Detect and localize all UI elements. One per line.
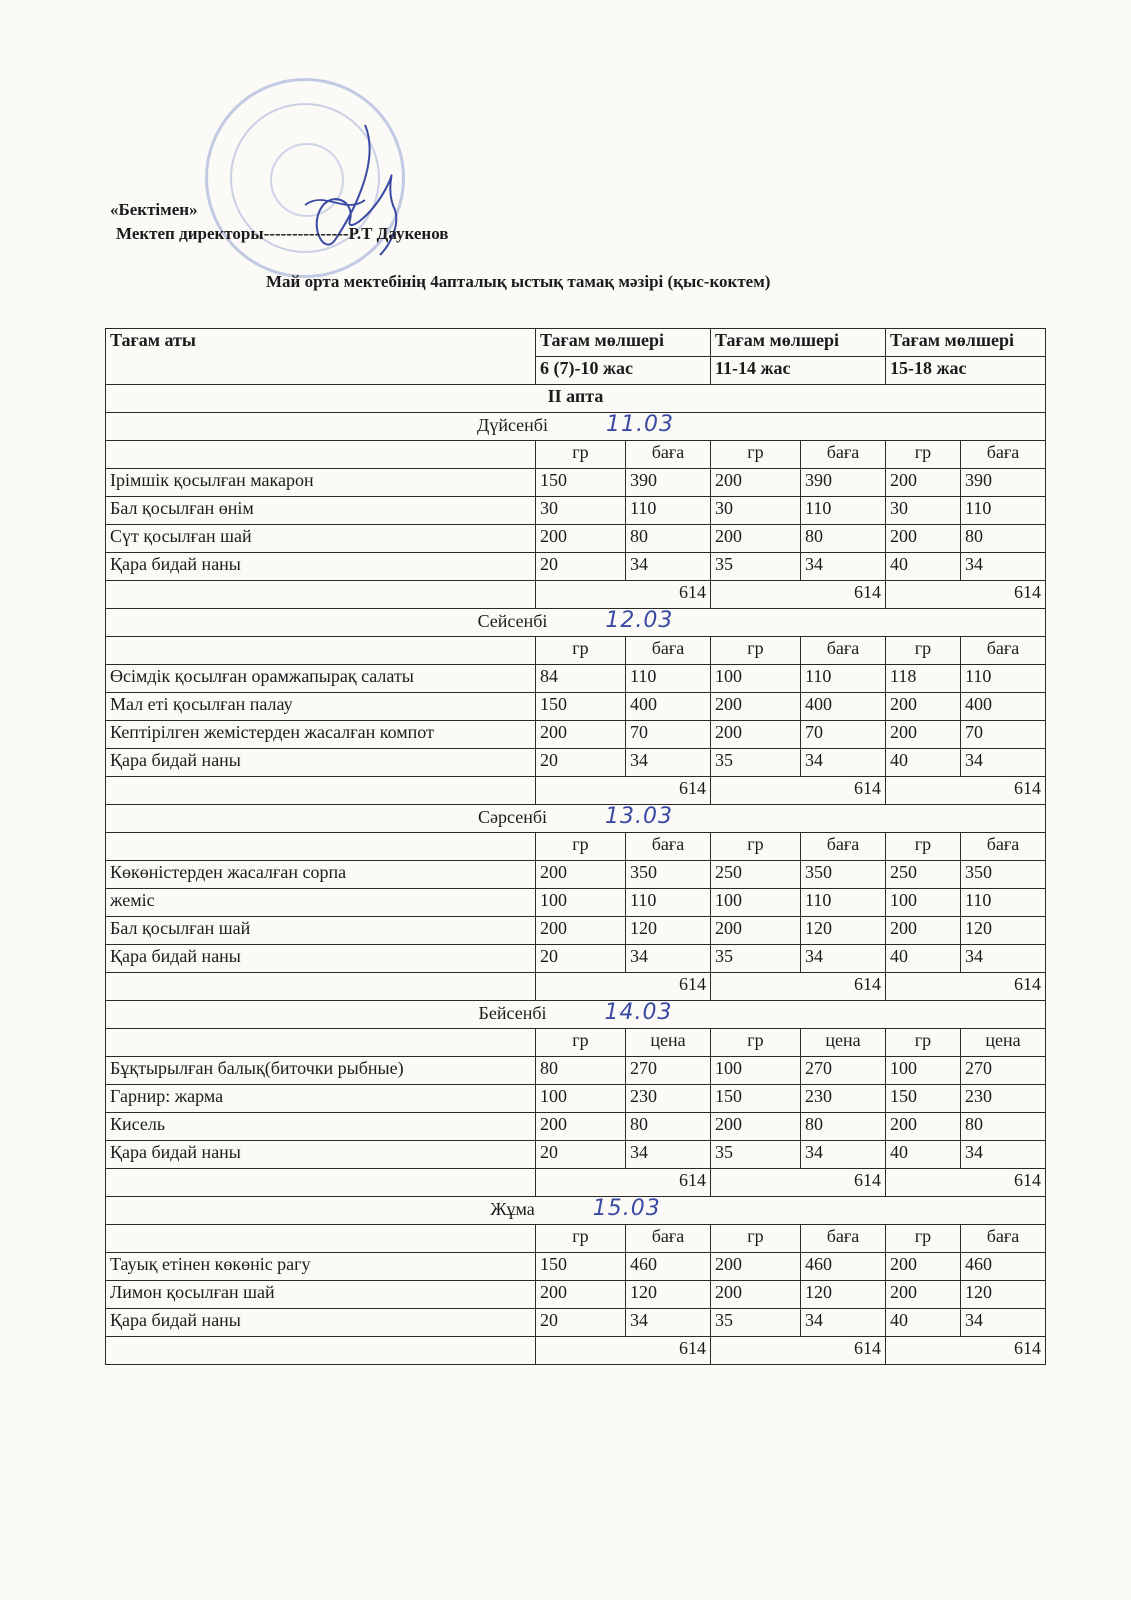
handwritten-date: 14.03 xyxy=(604,1000,673,1025)
dish-value: 20 xyxy=(536,1141,626,1169)
totals-blank xyxy=(106,973,536,1001)
unit-label: баға xyxy=(961,1225,1046,1253)
dish-value: 100 xyxy=(711,1057,801,1085)
dish-value: 390 xyxy=(801,469,886,497)
handwritten-date: 11.03 xyxy=(605,412,674,437)
portion-header-1: Тағам мөлшері xyxy=(536,329,711,357)
dish-value: 30 xyxy=(536,497,626,525)
dish-value: 200 xyxy=(536,861,626,889)
dish-value: 200 xyxy=(536,525,626,553)
dish-value: 34 xyxy=(801,945,886,973)
dish-value: 250 xyxy=(886,861,961,889)
dish-value: 230 xyxy=(961,1085,1046,1113)
dish-name: Гарнир: жарма xyxy=(106,1085,536,1113)
unit-label: гр xyxy=(711,441,801,469)
total-value: 614 xyxy=(711,1169,886,1197)
units-blank xyxy=(106,441,536,469)
dish-value: 110 xyxy=(801,497,886,525)
dish-value: 200 xyxy=(711,469,801,497)
dish-row xyxy=(106,1141,1046,1169)
total-value: 614 xyxy=(536,1169,711,1197)
dish-row xyxy=(106,749,1046,777)
unit-label: баға xyxy=(961,833,1046,861)
total-value: 614 xyxy=(886,1337,1046,1365)
dish-row xyxy=(106,889,1046,917)
dish-value: 350 xyxy=(626,861,711,889)
total-value: 614 xyxy=(711,777,886,805)
day-cell xyxy=(106,413,1046,441)
dish-value: 40 xyxy=(886,553,961,581)
dish-value: 200 xyxy=(536,917,626,945)
dish-value: 100 xyxy=(711,665,801,693)
dish-value: 200 xyxy=(711,917,801,945)
dish-name: Қара бидай наны xyxy=(106,553,536,581)
approval-line-1: «Бектімен» xyxy=(110,200,198,219)
dish-row xyxy=(106,553,1046,581)
dish-value: 34 xyxy=(626,945,711,973)
day-cell xyxy=(106,1197,1046,1225)
dish-value: 20 xyxy=(536,749,626,777)
dish-value: 40 xyxy=(886,1309,961,1337)
dish-value: 110 xyxy=(626,889,711,917)
day-name: Сәрсенбі xyxy=(478,807,547,827)
unit-label: гр xyxy=(536,1029,626,1057)
dish-row xyxy=(106,721,1046,749)
totals-blank xyxy=(106,581,536,609)
dish-value: 35 xyxy=(711,1309,801,1337)
units-row xyxy=(106,1029,1046,1057)
approval-line-2: Мектеп директоры---------------Р.Т Даукенов xyxy=(116,224,449,243)
dish-value: 34 xyxy=(801,1141,886,1169)
totals-row xyxy=(106,973,1046,1001)
unit-label: баға xyxy=(801,441,886,469)
approval-block xyxy=(110,198,448,246)
dish-value: 118 xyxy=(886,665,961,693)
dish-value: 40 xyxy=(886,1141,961,1169)
dish-value: 400 xyxy=(801,693,886,721)
week-label: II апта xyxy=(106,385,1046,413)
dish-value: 150 xyxy=(536,693,626,721)
dish-value: 35 xyxy=(711,749,801,777)
dish-value: 20 xyxy=(536,553,626,581)
unit-label: баға xyxy=(626,833,711,861)
dish-value: 200 xyxy=(886,917,961,945)
dish-value: 150 xyxy=(886,1085,961,1113)
day-row xyxy=(106,413,1046,441)
portion-header-3: Тағам мөлшері xyxy=(886,329,1046,357)
dish-row xyxy=(106,861,1046,889)
dish-value: 34 xyxy=(626,553,711,581)
dish-value: 200 xyxy=(711,721,801,749)
dish-value: 35 xyxy=(711,553,801,581)
dish-value: 84 xyxy=(536,665,626,693)
unit-label: цена xyxy=(801,1029,886,1057)
dish-value: 460 xyxy=(626,1253,711,1281)
dish-value: 70 xyxy=(626,721,711,749)
total-value: 614 xyxy=(886,973,1046,1001)
age-group-3: 15-18 жас xyxy=(886,357,1046,385)
dish-value: 30 xyxy=(886,497,961,525)
units-blank xyxy=(106,1029,536,1057)
dish-value: 80 xyxy=(961,1113,1046,1141)
dish-row xyxy=(106,1057,1046,1085)
dish-name: Өсімдік қосылған орамжапырақ салаты xyxy=(106,665,536,693)
units-row xyxy=(106,1225,1046,1253)
unit-label: цена xyxy=(626,1029,711,1057)
unit-label: гр xyxy=(886,1225,961,1253)
unit-label: баға xyxy=(801,637,886,665)
dish-value: 390 xyxy=(626,469,711,497)
dish-value: 200 xyxy=(536,1113,626,1141)
totals-row xyxy=(106,777,1046,805)
dish-value: 20 xyxy=(536,1309,626,1337)
totals-row xyxy=(106,581,1046,609)
dish-name: Бал қосылған өнім xyxy=(106,497,536,525)
dish-name: Тауық етінен көкөніс рагу xyxy=(106,1253,536,1281)
total-value: 614 xyxy=(536,1337,711,1365)
total-value: 614 xyxy=(886,777,1046,805)
dish-value: 34 xyxy=(961,749,1046,777)
dish-value: 390 xyxy=(961,469,1046,497)
unit-label: гр xyxy=(536,833,626,861)
header-row xyxy=(106,329,1046,357)
dish-row xyxy=(106,525,1046,553)
dish-name: Қара бидай наны xyxy=(106,749,536,777)
dish-value: 200 xyxy=(711,1113,801,1141)
dish-value: 34 xyxy=(801,553,886,581)
total-value: 614 xyxy=(711,1337,886,1365)
handwritten-date: 15.03 xyxy=(592,1196,661,1221)
total-value: 614 xyxy=(711,581,886,609)
age-group-1: 6 (7)-10 жас xyxy=(536,357,711,385)
dish-value: 200 xyxy=(711,1253,801,1281)
portion-header-2: Тағам мөлшері xyxy=(711,329,886,357)
units-blank xyxy=(106,833,536,861)
week-row xyxy=(106,385,1046,413)
dish-value: 200 xyxy=(886,693,961,721)
unit-label: баға xyxy=(961,441,1046,469)
dish-value: 120 xyxy=(626,1281,711,1309)
dish-name: Қара бидай наны xyxy=(106,1141,536,1169)
units-row xyxy=(106,637,1046,665)
dish-value: 34 xyxy=(801,749,886,777)
unit-label: гр xyxy=(886,833,961,861)
dish-row xyxy=(106,1253,1046,1281)
dish-name: жеміс xyxy=(106,889,536,917)
dish-row xyxy=(106,945,1046,973)
dish-value: 230 xyxy=(801,1085,886,1113)
dish-value: 120 xyxy=(961,1281,1046,1309)
dish-value: 150 xyxy=(536,1253,626,1281)
unit-label: баға xyxy=(801,833,886,861)
dish-value: 200 xyxy=(886,469,961,497)
dish-value: 100 xyxy=(536,1085,626,1113)
day-cell xyxy=(106,805,1046,833)
dish-value: 34 xyxy=(961,553,1046,581)
units-row xyxy=(106,833,1046,861)
dish-value: 200 xyxy=(711,693,801,721)
unit-label: гр xyxy=(711,1225,801,1253)
dish-value: 250 xyxy=(711,861,801,889)
dish-name: Қара бидай наны xyxy=(106,1309,536,1337)
day-row xyxy=(106,609,1046,637)
unit-label: гр xyxy=(886,1029,961,1057)
dish-value: 34 xyxy=(626,1309,711,1337)
total-value: 614 xyxy=(536,973,711,1001)
dish-value: 110 xyxy=(801,665,886,693)
dish-row xyxy=(106,1113,1046,1141)
dish-value: 110 xyxy=(626,497,711,525)
dish-value: 200 xyxy=(536,721,626,749)
dish-value: 400 xyxy=(626,693,711,721)
day-row xyxy=(106,1197,1046,1225)
dish-value: 270 xyxy=(961,1057,1046,1085)
dish-value: 110 xyxy=(801,889,886,917)
day-name: Жұма xyxy=(490,1199,535,1219)
dish-value: 270 xyxy=(801,1057,886,1085)
dish-value: 70 xyxy=(961,721,1046,749)
total-value: 614 xyxy=(536,581,711,609)
day-cell xyxy=(106,1001,1046,1029)
dish-value: 100 xyxy=(886,1057,961,1085)
dish-row xyxy=(106,1309,1046,1337)
dish-name: Кисель xyxy=(106,1113,536,1141)
dish-name: Бал қосылған шай xyxy=(106,917,536,945)
dish-value: 200 xyxy=(886,525,961,553)
dish-value: 200 xyxy=(711,1281,801,1309)
totals-blank xyxy=(106,777,536,805)
total-value: 614 xyxy=(711,973,886,1001)
dish-value: 200 xyxy=(886,1113,961,1141)
menu-table xyxy=(105,328,1046,1365)
unit-label: гр xyxy=(711,1029,801,1057)
dish-value: 80 xyxy=(626,1113,711,1141)
dish-value: 120 xyxy=(801,917,886,945)
dish-value: 34 xyxy=(626,1141,711,1169)
age-group-2: 11-14 жас xyxy=(711,357,886,385)
dish-value: 200 xyxy=(536,1281,626,1309)
unit-label: гр xyxy=(711,637,801,665)
dish-value: 100 xyxy=(886,889,961,917)
dish-value: 40 xyxy=(886,945,961,973)
total-value: 614 xyxy=(886,581,1046,609)
handwritten-date: 13.03 xyxy=(605,804,673,829)
dish-value: 270 xyxy=(626,1057,711,1085)
dish-value: 100 xyxy=(536,889,626,917)
dish-value: 80 xyxy=(801,525,886,553)
dish-value: 80 xyxy=(536,1057,626,1085)
dish-value: 150 xyxy=(711,1085,801,1113)
dish-value: 460 xyxy=(961,1253,1046,1281)
dish-value: 110 xyxy=(961,889,1046,917)
dish-value: 34 xyxy=(626,749,711,777)
dish-value: 35 xyxy=(711,945,801,973)
document-title: Май орта мектебінің 4апталық ыстық тамақ мәзірі (қыс-коктем) xyxy=(266,272,771,291)
dish-value: 110 xyxy=(961,497,1046,525)
dish-value: 110 xyxy=(961,665,1046,693)
dish-name: Мал еті қосылған палау xyxy=(106,693,536,721)
units-blank xyxy=(106,1225,536,1253)
dish-name: Көкөністерден жасалған сорпа xyxy=(106,861,536,889)
units-blank xyxy=(106,637,536,665)
unit-label: баға xyxy=(961,637,1046,665)
dish-value: 400 xyxy=(961,693,1046,721)
day-cell xyxy=(106,609,1046,637)
dish-name: Сүт қосылған шай xyxy=(106,525,536,553)
dish-value: 70 xyxy=(801,721,886,749)
unit-label: баға xyxy=(626,1225,711,1253)
dish-row xyxy=(106,1281,1046,1309)
dish-value: 120 xyxy=(961,917,1046,945)
dish-row xyxy=(106,693,1046,721)
dish-value: 30 xyxy=(711,497,801,525)
dish-name: Қара бидай наны xyxy=(106,945,536,973)
dish-value: 34 xyxy=(961,1141,1046,1169)
dish-name: Лимон қосылған шай xyxy=(106,1281,536,1309)
dish-value: 350 xyxy=(961,861,1046,889)
day-name: Бейсенбі xyxy=(478,1003,547,1023)
unit-label: гр xyxy=(886,441,961,469)
dish-name: Кептірілген жемістерден жасалған компот xyxy=(106,721,536,749)
dish-value: 200 xyxy=(886,721,961,749)
unit-label: баға xyxy=(801,1225,886,1253)
dish-value: 120 xyxy=(626,917,711,945)
dish-value: 35 xyxy=(711,1141,801,1169)
dish-value: 100 xyxy=(711,889,801,917)
totals-row xyxy=(106,1337,1046,1365)
name-column-header: Тағам аты xyxy=(106,329,536,385)
dish-row xyxy=(106,1085,1046,1113)
dish-value: 110 xyxy=(626,665,711,693)
dish-value: 350 xyxy=(801,861,886,889)
totals-row xyxy=(106,1169,1046,1197)
unit-label: гр xyxy=(711,833,801,861)
dish-value: 40 xyxy=(886,749,961,777)
unit-label: цена xyxy=(961,1029,1046,1057)
day-name: Сейсенбі xyxy=(477,611,548,631)
dish-value: 34 xyxy=(961,945,1046,973)
dish-value: 200 xyxy=(886,1281,961,1309)
totals-blank xyxy=(106,1337,536,1365)
unit-label: баға xyxy=(626,441,711,469)
dish-value: 120 xyxy=(801,1281,886,1309)
dish-value: 34 xyxy=(961,1309,1046,1337)
units-row xyxy=(106,441,1046,469)
dish-value: 80 xyxy=(626,525,711,553)
dish-value: 20 xyxy=(536,945,626,973)
unit-label: гр xyxy=(536,441,626,469)
total-value: 614 xyxy=(886,1169,1046,1197)
unit-label: гр xyxy=(536,1225,626,1253)
dish-value: 200 xyxy=(886,1253,961,1281)
totals-blank xyxy=(106,1169,536,1197)
dish-value: 200 xyxy=(711,525,801,553)
unit-label: гр xyxy=(886,637,961,665)
day-name: Дүйсенбі xyxy=(477,415,548,435)
dish-row xyxy=(106,497,1046,525)
dish-value: 460 xyxy=(801,1253,886,1281)
dish-value: 150 xyxy=(536,469,626,497)
dish-value: 80 xyxy=(961,525,1046,553)
dish-row xyxy=(106,917,1046,945)
dish-row xyxy=(106,469,1046,497)
dish-row xyxy=(106,665,1046,693)
dish-name: Бұқтырылған балық(биточки рыбные) xyxy=(106,1057,536,1085)
day-row xyxy=(106,805,1046,833)
unit-label: гр xyxy=(536,637,626,665)
handwritten-date: 12.03 xyxy=(605,608,674,633)
unit-label: баға xyxy=(626,637,711,665)
day-row xyxy=(106,1001,1046,1029)
dish-name: Ірімшік қосылған макарон xyxy=(106,469,536,497)
total-value: 614 xyxy=(536,777,711,805)
dish-value: 34 xyxy=(801,1309,886,1337)
dish-value: 230 xyxy=(626,1085,711,1113)
dish-value: 80 xyxy=(801,1113,886,1141)
